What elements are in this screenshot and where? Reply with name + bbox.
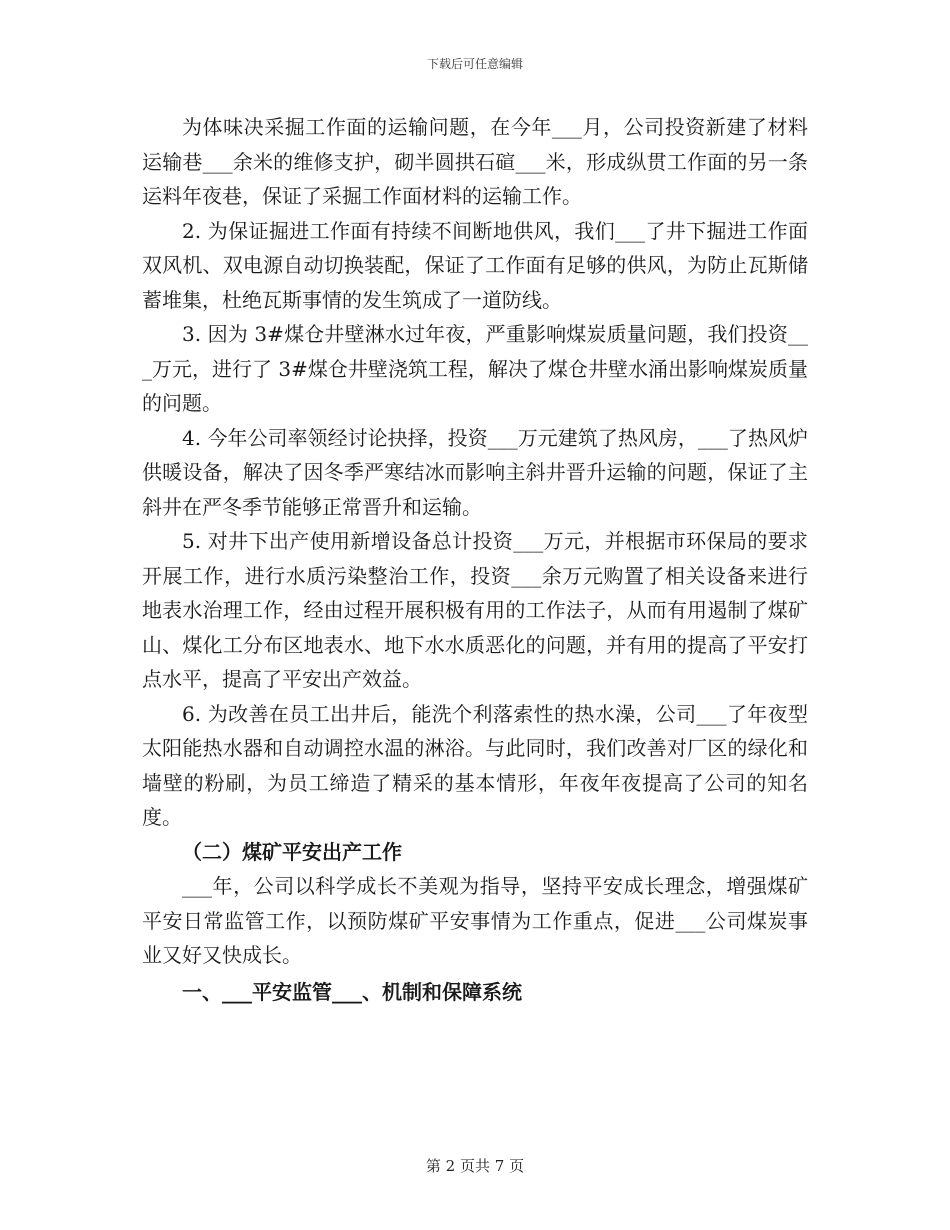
paragraph-item-4: 4. 今年公司率领经讨论抉择，投资___万元建筑了热风房，___了热风炉供暖设备，解决了因冬季严寒结冰而影响主斜井晋升运输的问题，保证了主斜井在严冬季节能够正常晋升和运输。 <box>142 425 808 519</box>
page-header: 下载后可任意编辑 <box>426 57 523 71</box>
page-number: 第 2 页共 7 页 <box>425 1157 525 1175</box>
paragraph-transport: 为体味决采掘工作面的运输问题，在今年___月，公司投资新建了材料运输巷___余米的维修支护，砌半圆拱石碹___米，形成纵贯工作面的另一条运料年夜巷，保证了采掘工作面材料的运输工作。 <box>142 115 808 208</box>
paragraph-item-5: 5. 对井下出产使用新增设备总计投资___万元，并根据市环保局的要求开展工作，进行水质污染整治工作，投资___余万元购置了相关设备来进行地表水治理工作，经由过程开展积极有用的工作法子，从而有用遏制了煤矿山、煤化工分布区地表水、地下水水质恶化的问题，并有用的提高了平安打点水平，提高了平安出产效益。 <box>142 529 808 691</box>
paragraph-item-2: 2. 为保证掘进工作面有持续不间断地供风，我们___了井下掘进工作面双风机、双电源自动切换装配，保证了工作面有足够的供风，为防止瓦斯储蓄堆集，杜绝瓦斯事情的发生筑成了一道防线。 <box>142 218 808 312</box>
paragraph-item-6: 6. 为改善在员工出井后，能洗个利落索性的热水澡，公司___了年夜型太阳能热水器和自动调控水温的淋浴。与此同时，我们改善对厂区的绿化和墙壁的粉刷，为员工缔造了精采的基本情形，年夜年夜提高了公司的知名度。 <box>142 701 808 829</box>
section-heading-supervision: 一、___平安监管___、机制和保障系统 <box>182 979 522 1004</box>
subheading-safety-production: （二）煤矿平安出产工作 <box>182 839 402 864</box>
paragraph-item-3: 3. 因为 3#煤仓井壁淋水过年夜，严重影响煤炭质量问题，我们投资___万元，进行了 3#煤仓井壁浇筑工程，解决了煤仓井壁水涌出影响煤炭质量的问题。 <box>142 322 808 415</box>
document-body <box>142 110 808 1009</box>
paragraph-safety-intro: ___年，公司以科学成长不美观为指导，坚持平安成长理念，增强煤矿平安日常监管工作，以预防煤矿平安事情为工作重点，促进___公司煤炭事业又好又快成长。 <box>142 874 808 967</box>
